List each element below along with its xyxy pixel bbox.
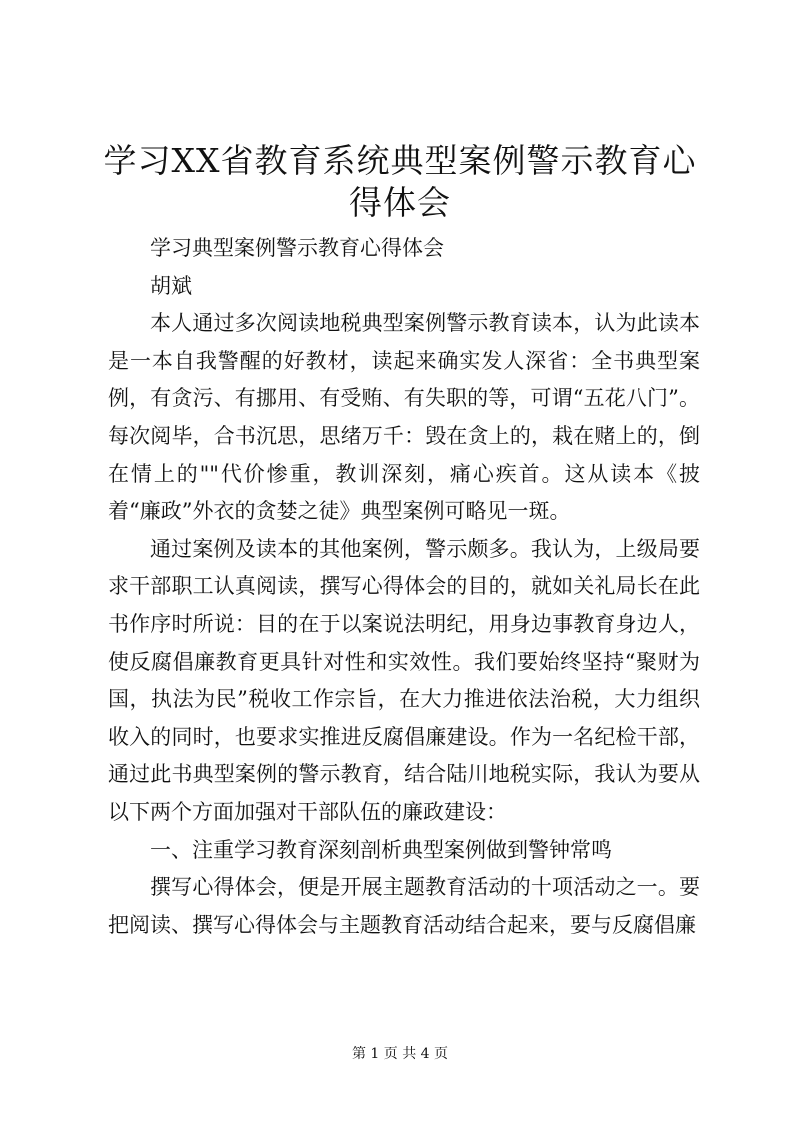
- document-body: [108, 230, 700, 944]
- author: 胡斌: [150, 273, 192, 298]
- paragraph: 通过案例及读本的其他案例，警示颇多。我认为，上级局要求干部职工认真阅读，撰写心得体会的目的，就如关礼局长在此书作序时所说：目的在于以案说法明纪，用身边事教育身边人，使反腐倡廉教育更具针对性和实效性。我们要始终坚持“聚财为国，执法为民”税收工作宗旨，在大力推进依法治税，大力组织收入的同时，也要求实推进反腐倡廉建设。作为一名纪检干部，通过此书典型案例的警示教育，结合陆川地税实际，我认为要从以下两个方面加强对干部队伍的廉政建设：: [108, 536, 700, 824]
- page-footer: 第 1 页 共 4 页: [351, 1046, 449, 1062]
- paragraph: 本人通过多次阅读地税典型案例警示教育读本，认为此读本是一本自我警醒的好教材，读起来确实发人深省：全书典型案例，有贪污、有挪用、有受贿、有失职的等，可谓“五花八门”。每次阅毕，合书沉思，思绪万千：毁在贪上的，栽在赌上的，倒在情上的""代价惨重，教训深刻，痛心疾首。这从读本《披着“廉政”外衣的贪婪之徒》典型案例可略见一斑。: [108, 311, 700, 524]
- document-title: 学习XX省教育系统典型案例警示教育心得体会: [103, 141, 697, 222]
- section-heading: 一、注重学习教育深刻剖析典型案例做到警钟常鸣: [150, 837, 612, 862]
- subtitle: 学习典型案例警示教育心得体会: [150, 236, 444, 260]
- paragraph: 撰写心得体会，便是开展主题教育活动的十项活动之一。要把阅读、撰写心得体会与主题教育活动结合起来，要与反腐倡廉: [108, 875, 700, 937]
